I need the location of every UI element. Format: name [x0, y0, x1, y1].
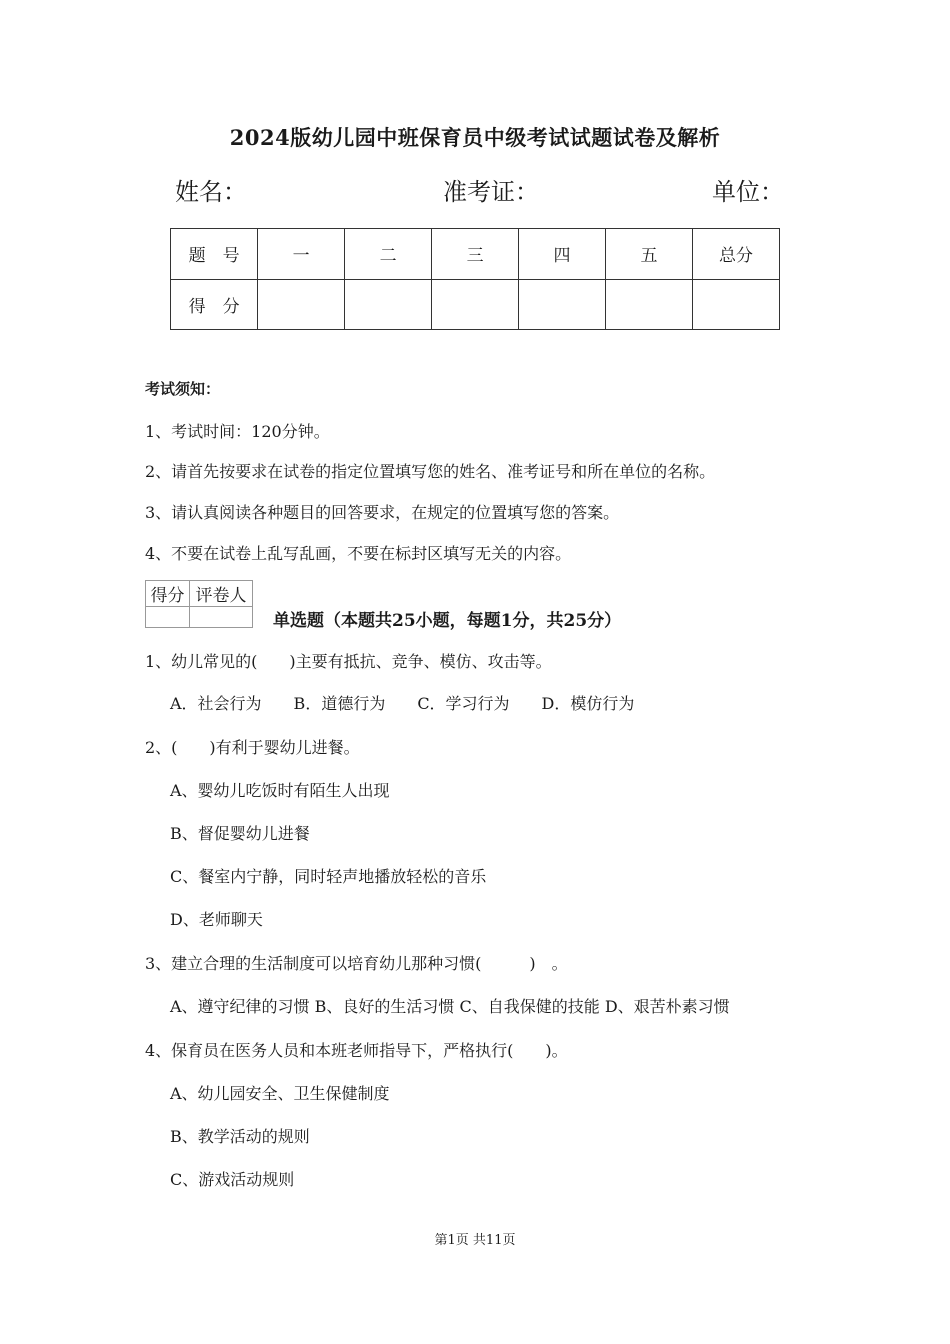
question-option: C、餐室内宁静，同时轻声地播放轻松的音乐 — [170, 867, 487, 886]
question-option: B、教学活动的规则 — [170, 1127, 310, 1146]
score-cell[interactable] — [345, 279, 432, 330]
score-cell[interactable] — [692, 279, 779, 330]
score-table — [170, 228, 780, 330]
unit-field-label: 单位： — [712, 178, 784, 206]
score-table-header-cell: 三 — [432, 229, 519, 280]
grader-table — [145, 580, 253, 628]
score-table-header-cell: 题 号 — [171, 229, 258, 280]
question-option: A、幼儿园安全、卫生保健制度 — [170, 1084, 390, 1103]
name-field-label: 姓名： — [175, 178, 247, 206]
exam-note-item: 1、考试时间：120分钟。 — [145, 422, 330, 441]
question-stem: 3、建立合理的生活制度可以培育幼儿那种习惯( ) 。 — [145, 954, 568, 973]
score-cell[interactable] — [258, 279, 345, 330]
question-option: C、游戏活动规则 — [170, 1170, 295, 1189]
question-option: D、老师聊天 — [170, 910, 263, 929]
exam-note-item: 4、不要在试卷上乱写乱画，不要在标封区填写无关的内容。 — [145, 544, 572, 563]
exam-note-item: 2、请首先按要求在试卷的指定位置填写您的姓名、准考证号和所在单位的名称。 — [145, 462, 716, 481]
question-option: A、婴幼儿吃饭时有陌生人出现 — [170, 781, 390, 800]
exam-notes-title: 考试须知： — [145, 380, 221, 398]
score-table-score-row — [171, 279, 780, 330]
score-cell[interactable] — [519, 279, 606, 330]
grader-reviewer-label: 评卷人 — [189, 581, 252, 607]
score-table-header-row — [171, 229, 780, 280]
score-table-header-cell: 总分 — [692, 229, 779, 280]
section-heading: 单选题（本题共25小题，每题1分，共25分） — [273, 611, 622, 631]
question-stem: 2、( )有利于婴幼儿进餐。 — [145, 738, 360, 757]
question-stem: 4、保育员在医务人员和本班老师指导下，严格执行( )。 — [145, 1041, 568, 1060]
score-table-header-cell: 二 — [345, 229, 432, 280]
grader-score-label: 得分 — [146, 581, 190, 607]
score-table-header-cell: 四 — [519, 229, 606, 280]
page-footer: 第1页 共11页 — [434, 1233, 516, 1248]
exam-note-item: 3、请认真阅读各种题目的回答要求，在规定的位置填写您的答案。 — [145, 503, 620, 522]
grader-score-cell[interactable] — [146, 607, 190, 628]
question-options: A、遵守纪律的习惯 B、良好的生活习惯 C、自我保健的技能 D、艰苦朴素习惯 — [170, 997, 730, 1016]
question-option: B、督促婴幼儿进餐 — [170, 824, 310, 843]
score-table-header-cell: 五 — [606, 229, 693, 280]
exam-number-field-label: 准考证： — [443, 178, 539, 206]
score-cell[interactable] — [606, 279, 693, 330]
question-stem: 1、幼儿常见的( )主要有抵抗、竞争、模仿、攻击等。 — [145, 652, 552, 671]
grader-reviewer-cell[interactable] — [189, 607, 252, 628]
score-table-header-cell: 一 — [258, 229, 345, 280]
score-row-label: 得 分 — [171, 279, 258, 330]
score-cell[interactable] — [432, 279, 519, 330]
document-title: 2024版幼儿园中班保育员中级考试试题试卷及解析 — [229, 125, 721, 150]
question-options: A．社会行为 B．道德行为 C．学习行为 D．模仿行为 — [170, 694, 635, 713]
